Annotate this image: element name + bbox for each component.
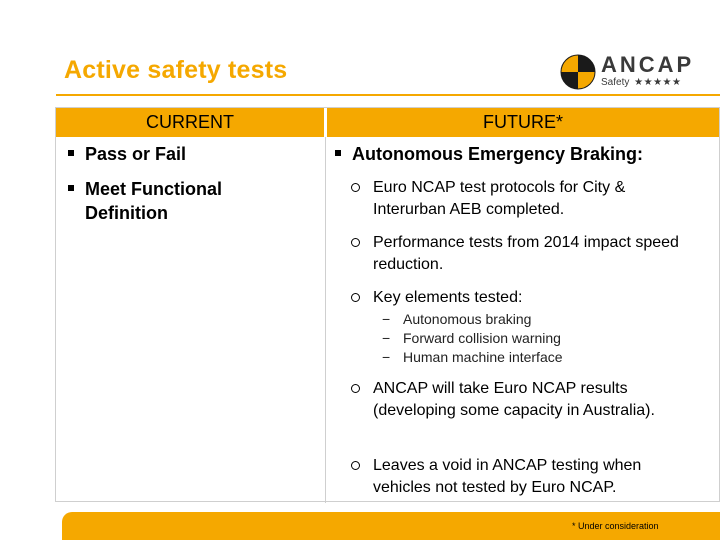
logo-safety-label: Safety <box>601 77 630 88</box>
footnote: * Under consideration <box>572 521 659 531</box>
future-item: Leaves a void in ANCAP testing when vehicles not tested by Euro NCAP. <box>373 455 693 499</box>
dash-icon: − <box>382 330 391 346</box>
list-item: − Human machine interface <box>382 349 563 365</box>
title-underline <box>56 94 720 96</box>
table-header-row <box>56 108 719 137</box>
header-future: FUTURE* <box>483 112 563 132</box>
bullet-circle-icon <box>351 183 360 192</box>
star-rating-icon: ★★★★★ <box>634 77 682 88</box>
column-divider <box>325 137 326 503</box>
future-item: Euro NCAP test protocols for City & Interurban AEB completed. <box>373 177 693 221</box>
future-heading: Autonomous Emergency Braking: <box>352 142 712 166</box>
slide-title: Active safety tests <box>64 56 288 84</box>
bullet-circle-icon <box>351 238 360 247</box>
future-item: Performance tests from 2014 impact speed reduction. <box>373 232 693 276</box>
bullet-circle-icon <box>351 461 360 470</box>
list-item: − Autonomous braking <box>382 311 532 327</box>
future-item: ANCAP will take Euro NCAP results (developing some capacity in Australia). <box>373 378 693 422</box>
logo-tagline <box>601 77 681 88</box>
logo-wordmark: ANCAP <box>601 52 695 77</box>
bullet-square-icon <box>68 150 74 156</box>
current-item: Meet Functional Definition <box>85 177 285 225</box>
key-elements-list <box>382 310 563 367</box>
header-current: CURRENT <box>146 112 234 132</box>
current-item: Pass or Fail <box>85 142 305 166</box>
bullet-circle-icon <box>351 293 360 302</box>
list-item: − Forward collision warning <box>382 330 561 346</box>
future-item: Key elements tested: <box>373 287 693 309</box>
bullet-square-icon <box>68 185 74 191</box>
dash-icon: − <box>382 349 391 365</box>
bullet-square-icon <box>335 150 341 156</box>
dash-icon: − <box>382 311 391 327</box>
ancap-logo <box>560 50 695 94</box>
crash-test-target-icon <box>560 54 596 90</box>
bullet-circle-icon <box>351 384 360 393</box>
